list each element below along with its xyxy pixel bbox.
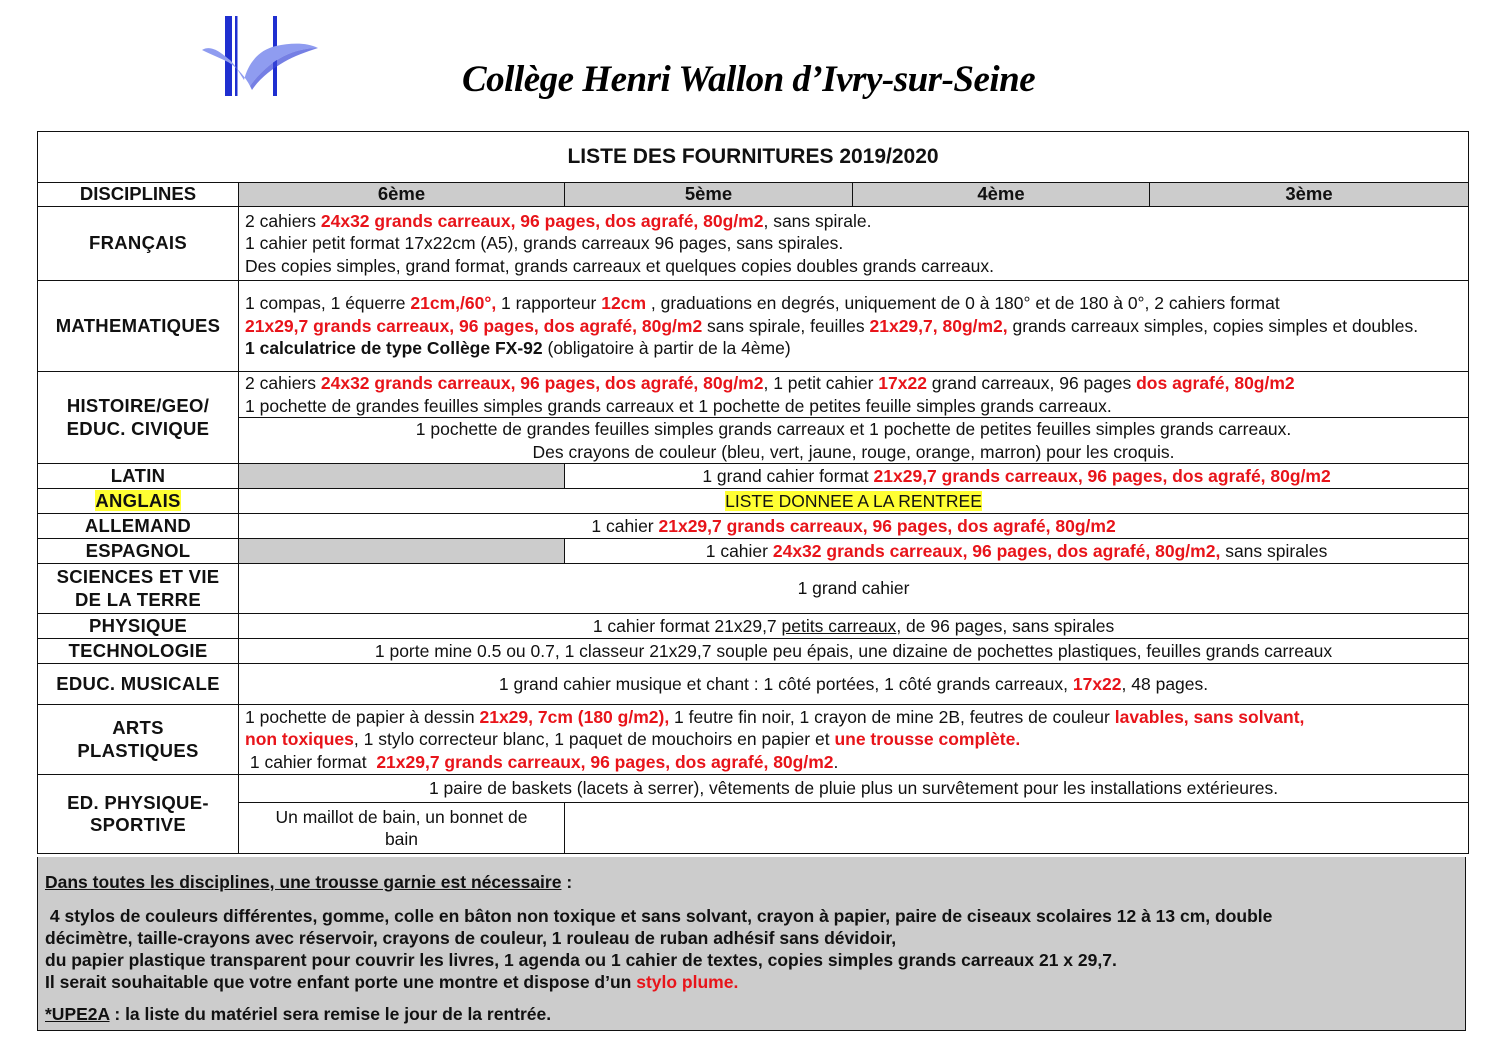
supplies-allemand <box>239 514 1469 539</box>
discipline-musique: EDUC. MUSICALE <box>38 664 239 705</box>
school-logo-icon <box>198 14 322 98</box>
supplies-histoire-6eme <box>239 372 1469 418</box>
text: 1 cahier petit format 17x22cm (A5), grands carreaux 96 pages, sans spirales. <box>245 233 844 254</box>
text: (obligatoire à partir de la 4ème) <box>542 338 791 359</box>
text-underlined: petits carreaux <box>781 615 897 636</box>
general-line-4: Il serait souhaitable que votre enfant porte une montre et dispose d’un <box>45 972 637 992</box>
supplies-svt: 1 grand cahier <box>239 564 1469 614</box>
text: 1 grand cahier musique et chant : 1 côté portées, 1 côté grands carreaux, <box>498 673 1073 694</box>
text-red: 21x29,7 grands carreaux, 96 pages, dos agrafé, 80g/m2 <box>873 465 1331 486</box>
text: 1 cahier <box>705 540 773 561</box>
general-supplies-box <box>37 857 1466 1031</box>
text: : <box>561 872 573 892</box>
discipline-latin: LATIN <box>38 464 239 489</box>
upe2a-label: *UPE2A <box>45 1004 110 1024</box>
text: Des copies simples, grand format, grands carreaux et quelques copies doubles grands carreaux. <box>245 255 995 276</box>
discipline-eps <box>38 775 239 854</box>
text: sans spirale, feuilles <box>702 315 870 336</box>
discipline-histoire <box>38 372 239 464</box>
text-red: 21x29,7 grands carreaux, 96 pages, dos agrafé, 80g/m2 <box>245 315 703 336</box>
text: 1 rapporteur <box>496 293 602 314</box>
text: , 1 petit cahier <box>763 373 879 393</box>
empty-cell-6eme <box>239 464 565 489</box>
text-red: 24x32 grands carreaux, 96 pages, dos agrafé, 80g/m2, <box>772 540 1221 561</box>
text-red: 17x22 <box>1072 673 1122 694</box>
supplies-technologie: 1 porte mine 0.5 ou 0.7, 1 classeur 21x29,7 souple peu épais, une dizaine de pochettes plastiques, feuilles grands carreaux <box>239 639 1469 664</box>
label-line: ARTS <box>112 717 164 738</box>
table-row-svt <box>38 564 1469 614</box>
empty-cell-6eme <box>239 539 565 564</box>
table-header-row <box>38 183 1469 207</box>
label-highlighted: ANGLAIS <box>95 489 181 511</box>
table-row-eps-b <box>38 803 1469 854</box>
supplies-francais <box>239 207 1469 281</box>
table-row-eps-a <box>38 775 1469 803</box>
text: , 1 stylo correcteur blanc, 1 paquet de mouchoirs en papier et <box>353 729 835 750</box>
text-red: non toxiques <box>245 729 354 750</box>
supplies-musique <box>239 664 1469 705</box>
text: Des crayons de couleur (bleu, vert, jaune, rouge, orange, marron) pour les croquis. <box>532 441 1175 462</box>
supplies-latin <box>565 464 1469 489</box>
text-bold: 1 calculatrice de type Collège FX-92 <box>245 338 543 359</box>
table-row-francais <box>38 207 1469 281</box>
discipline-allemand: ALLEMAND <box>38 514 239 539</box>
text-red: stylo plume. <box>636 972 739 992</box>
table-row-histoire-a <box>38 372 1469 418</box>
supplies-mathematiques <box>239 281 1469 372</box>
text: 1 cahier format 21x29,7 <box>592 615 782 636</box>
supplies-table <box>37 131 1469 854</box>
supplies-eps-6eme <box>239 803 565 854</box>
table-row-arts <box>38 705 1469 775</box>
text-red: 21cm,/60°, <box>410 293 497 314</box>
text-red: une trousse complète. <box>834 729 1021 750</box>
col-header-4eme: 4ème <box>853 183 1150 207</box>
text-red: 21x29,7 grands carreaux, 96 pages, dos agrafé, 80g/m2 <box>658 515 1116 536</box>
label-line: PLASTIQUES <box>77 739 199 761</box>
table-row-anglais <box>38 489 1469 514</box>
text: grands carreaux simples, copies simples et doubles. <box>1007 315 1419 336</box>
general-line-2: décimètre, taille-crayons avec réservoir, crayons de couleur, 1 rouleau de ruban adhésif sans dévidoir, <box>45 928 897 948</box>
text: . <box>833 751 839 772</box>
text: 1 pochette de grandes feuilles simples grands carreaux et 1 pochette de petites feuilles simples grands carreaux. <box>415 419 1292 439</box>
text-red: 21x29,7 grands carreaux, 96 pages, dos agrafé, 80g/m2 <box>376 751 834 772</box>
supplies-histoire-other <box>239 418 1469 464</box>
text: , graduations en degrés, uniquement de 0 à 180° et de 180 à 0°, 2 cahiers format <box>646 293 1280 314</box>
label-line: EDUC. CIVIQUE <box>66 417 210 439</box>
col-header-5eme: 5ème <box>565 183 853 207</box>
discipline-anglais <box>38 489 239 514</box>
supplies-physique <box>239 614 1469 639</box>
supplies-sheet <box>37 131 1468 854</box>
general-heading: Dans toutes les disciplines, une trousse garnie est nécessaire <box>45 872 562 892</box>
text-red: 21x29,7, 80g/m2, <box>869 315 1008 336</box>
text: , de 96 pages, sans spirales <box>896 615 1115 636</box>
discipline-espagnol: ESPAGNOL <box>38 539 239 564</box>
discipline-physique: PHYSIQUE <box>38 614 239 639</box>
general-line-3: du papier plastique transparent pour couvrir les livres, 1 agenda ou 1 cahier de textes, copies simples grands carreaux 21 x 29,7. <box>45 950 1117 970</box>
text: 2 cahiers <box>245 373 321 393</box>
upe2a-note: : la liste du matériel sera remise le jour de la rentrée. <box>109 1004 552 1024</box>
text: sans spirales <box>1220 540 1328 561</box>
table-row-espagnol <box>38 539 1469 564</box>
general-line-1: 4 stylos de couleurs différentes, gomme, colle en bâton non toxique et sans solvant, crayon à papier, paire de ciseaux scolaires 12 à 13 cm, double <box>45 906 1273 926</box>
text: , sans spirale. <box>763 210 872 231</box>
label-line: ED. PHYSIQUE- <box>67 791 209 813</box>
supplies-espagnol <box>565 539 1469 564</box>
text-red: dos agrafé, 80g/m2 <box>1136 373 1295 393</box>
discipline-mathematiques: MATHEMATIQUES <box>38 281 239 372</box>
table-row-musique <box>38 664 1469 705</box>
table-row-mathematiques <box>38 281 1469 372</box>
text: 1 cahier format <box>245 751 377 772</box>
text: 1 feutre fin noir, 1 crayon de mine 2B, feutres de couleur <box>669 706 1115 727</box>
label-line: DE LA TERRE <box>75 588 201 610</box>
school-name: Collège Henri Wallon d’Ivry-sur-Seine <box>462 59 1036 100</box>
text-highlighted: LISTE DONNEE A LA RENTREE <box>725 490 982 511</box>
text-red: 12cm <box>601 293 647 314</box>
text: 1 pochette de grandes feuilles simples grands carreaux et 1 pochette de petites feuille simples grands carreaux. <box>245 395 1112 416</box>
col-header-3eme: 3ème <box>1150 183 1469 207</box>
text-red: 17x22 <box>878 373 927 393</box>
text: grand carreaux, 96 pages <box>926 373 1137 393</box>
table-row-technologie <box>38 639 1469 664</box>
table-row-physique <box>38 614 1469 639</box>
supplies-eps-all: 1 paire de baskets (lacets à serrer), vêtements de pluie plus un survêtement pour les installations extérieures. <box>239 775 1469 803</box>
text-red: 24x32 grands carreaux, 96 pages, dos agrafé, 80g/m2 <box>320 373 764 393</box>
text: 1 grand cahier format <box>702 465 874 486</box>
text: bain <box>384 829 419 849</box>
text: , 48 pages. <box>1121 673 1209 694</box>
text: 1 compas, 1 équerre <box>245 293 411 314</box>
table-row-histoire-b <box>38 418 1469 464</box>
col-header-6eme: 6ème <box>239 183 565 207</box>
text: Un maillot de bain, un bonnet de <box>275 806 528 827</box>
discipline-technologie: TECHNOLOGIE <box>38 639 239 664</box>
table-row-allemand <box>38 514 1469 539</box>
label-line: SPORTIVE <box>90 814 186 835</box>
table-row-latin <box>38 464 1469 489</box>
discipline-svt <box>38 564 239 614</box>
discipline-francais: FRANÇAIS <box>38 207 239 281</box>
text: 1 cahier <box>591 515 659 536</box>
text-red: 24x32 grands carreaux, 96 pages, dos agrafé, 80g/m2 <box>320 210 764 231</box>
empty-cell-eps <box>565 803 1469 854</box>
discipline-arts <box>38 705 239 775</box>
text-red: lavables, sans solvant, <box>1114 706 1305 727</box>
col-header-disciplines: DISCIPLINES <box>38 183 239 207</box>
supplies-arts <box>239 705 1469 775</box>
label-line: HISTOIRE/GEO/ <box>66 395 210 416</box>
text: 2 cahiers <box>245 210 321 231</box>
text-red: 21x29, 7cm (180 g/m2), <box>479 706 670 727</box>
table-title: LISTE DES FOURNITURES 2019/2020 <box>38 132 1469 183</box>
label-line: SCIENCES ET VIE <box>56 566 220 587</box>
table-title-row <box>38 132 1469 183</box>
supplies-anglais <box>239 489 1469 514</box>
text: 1 pochette de papier à dessin <box>245 706 480 727</box>
